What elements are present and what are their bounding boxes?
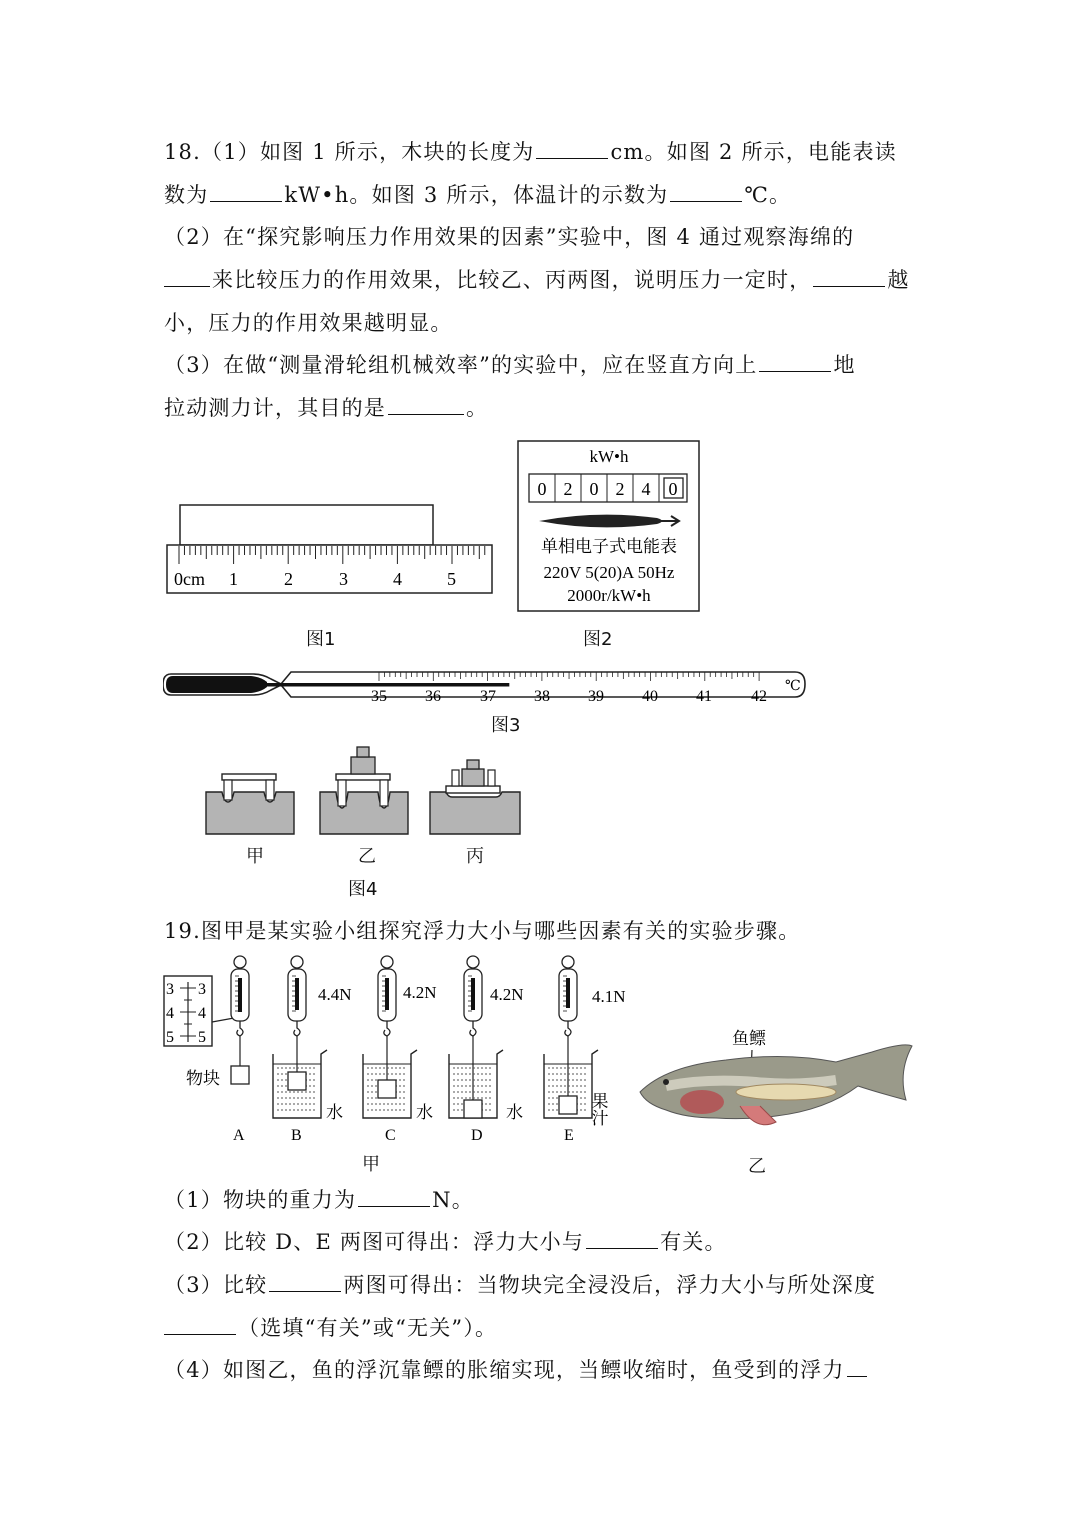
hook-icon: [470, 1021, 476, 1036]
swim-bladder: [736, 1084, 836, 1100]
fish-eye: [663, 1079, 669, 1085]
sponge-bing: [430, 760, 520, 834]
reading-c: 4.2N: [403, 983, 437, 1002]
ruler-label-5: 5: [447, 569, 456, 589]
scale-pointer: [295, 978, 299, 1010]
ruler-label-2: 2: [284, 569, 293, 589]
figure-yi-fish: [636, 1022, 920, 1152]
answer-blank[interactable]: [358, 1188, 430, 1207]
weight-icon: [462, 769, 484, 786]
liquid-label-e: 果汁: [588, 1092, 608, 1126]
q18-line-7: 拉动测力计，其目的是 。: [164, 396, 489, 420]
q18-line-5: 小，压力的作用效果越明显。: [164, 311, 453, 335]
weight-icon: [351, 757, 375, 774]
scale-mark: 4: [166, 1005, 174, 1022]
reading-b: 4.4N: [318, 985, 352, 1004]
answer-blank[interactable]: [847, 1358, 867, 1377]
answer-blank[interactable]: [164, 1316, 236, 1335]
block-icon: [464, 1100, 482, 1118]
meter-spec-1: 220V 5(20)A 50Hz: [543, 563, 675, 582]
scale-ring-icon: [381, 956, 393, 968]
meter-digit: 4: [641, 479, 651, 499]
thermo-label: 41: [696, 688, 712, 705]
figure-1-caption: 图1: [306, 629, 336, 650]
thermo-label: 35: [371, 688, 387, 705]
scale-ring-icon: [234, 956, 246, 968]
answer-blank[interactable]: [388, 396, 464, 415]
sponge-jia: [206, 774, 294, 834]
ruler-body: [167, 545, 492, 593]
block-icon: [559, 1096, 577, 1114]
scale-pointer: [566, 978, 570, 1008]
figure-2-caption: 图2: [583, 629, 613, 650]
answer-blank[interactable]: [670, 183, 742, 202]
answer-blank[interactable]: [164, 268, 210, 287]
q19-part-3: （3）比较 两图可得出：当物块完全浸没后，浮力大小与所处深度: [164, 1273, 877, 1297]
thermo-label: 40: [642, 688, 658, 705]
answer-blank[interactable]: [759, 353, 831, 372]
scale-mark: 4: [198, 1005, 206, 1022]
scale-detail: [164, 976, 234, 1046]
meter-unit: kW•h: [589, 447, 629, 466]
scale-mark: 5: [166, 1029, 174, 1046]
meter-digit: 2: [615, 479, 625, 499]
thermo-label: 39: [588, 688, 604, 705]
liquid-label-b: 水: [326, 1103, 343, 1122]
fish-organs: [680, 1090, 724, 1114]
figure-jia-buoyancy: [160, 952, 640, 1142]
scale-mark: 5: [198, 1029, 206, 1046]
ruler-label-3: 3: [339, 569, 348, 589]
thermo-label: 36: [425, 688, 441, 705]
scale-ring-icon: [467, 956, 479, 968]
step-d: D: [471, 1127, 483, 1142]
answer-blank[interactable]: [586, 1230, 658, 1249]
figure-3-caption: 图3: [491, 715, 521, 736]
q19-part-4: （4）如图乙，鱼的浮沉靠鳔的胀缩实现，当鳔收缩时，鱼受到的浮力: [164, 1356, 869, 1384]
reading-d: 4.2N: [490, 985, 524, 1004]
answer-blank[interactable]: [536, 140, 608, 159]
q18-line-2: 数为 kW•h。如图 3 所示，体温计的示数为 ℃。: [164, 183, 792, 207]
meter-name: 单相电子式电能表: [541, 537, 677, 556]
meter-digit: 2: [563, 479, 573, 499]
thermometer-bulb: [166, 676, 267, 693]
hook-icon: [237, 1021, 243, 1036]
scale-pointer: [385, 978, 389, 1010]
ruler-label-0: 0cm: [174, 569, 205, 589]
answer-blank[interactable]: [210, 183, 282, 202]
meter-display: [529, 474, 687, 502]
answer-blank[interactable]: [813, 268, 885, 287]
block-icon: [378, 1080, 396, 1098]
figure-2-meter: [517, 440, 701, 614]
answer-blank[interactable]: [269, 1273, 341, 1292]
block-icon: [288, 1072, 306, 1090]
thermo-label: 38: [534, 688, 550, 705]
scale-mark: 3: [198, 981, 206, 998]
q18-line-4: 来比较压力的作用效果，比较乙、丙两图，说明压力一定时， 越: [164, 266, 910, 294]
spring-scales: [231, 956, 598, 1118]
scale-mark: 3: [166, 981, 174, 998]
scale-ring-icon: [291, 956, 303, 968]
scale-ring-icon: [562, 956, 574, 968]
thermo-label: 37: [480, 688, 496, 705]
ruler-label-4: 4: [393, 569, 402, 589]
mercury-column: [267, 683, 509, 687]
q19-part-1: （1）物块的重力为 N。: [164, 1188, 474, 1212]
figure-yi-caption: 乙: [748, 1156, 766, 1177]
hook-icon: [565, 1021, 571, 1036]
block-label: 物块: [186, 1069, 220, 1088]
reading-e: 4.1N: [592, 987, 626, 1006]
figure-1-ruler: [160, 500, 500, 600]
figure-4-caption: 图4: [348, 879, 378, 900]
step-c: C: [385, 1127, 396, 1142]
fish-bladder-label: 鱼鳔: [732, 1029, 766, 1048]
wooden-block: [180, 505, 433, 545]
q18-line-3: （2）在“探究影响压力作用效果的因素”实验中，图 4 通过观察海绵的: [164, 225, 855, 249]
sponge-yi: [320, 747, 408, 834]
thermo-unit: ℃: [785, 679, 801, 694]
meter-digit: 0: [589, 479, 599, 499]
scale-pointer: [238, 978, 242, 1012]
figure-4-sponges: [200, 742, 530, 840]
meter-digit: 0: [537, 479, 547, 499]
figure-3-thermometer: [163, 660, 808, 710]
scale-pointer: [471, 978, 475, 1010]
q18-line-1: 18.（1）如图 1 所示，木块的长度为 cm。如图 2 所示，电能表读: [164, 140, 897, 164]
thermo-label: 42: [751, 688, 767, 705]
figure-4-label-yi: 乙: [358, 846, 376, 867]
hook-icon: [384, 1021, 390, 1036]
ruler-label-1: 1: [229, 569, 238, 589]
figure-jia-caption: 甲: [362, 1154, 380, 1175]
q19-part-3-cont: （选填“有关”或“无关”）。: [164, 1314, 497, 1342]
step-a: A: [233, 1127, 245, 1142]
q19-intro: 19.图甲是某实验小组探究浮力大小与哪些因素有关的实验步骤。: [164, 919, 801, 943]
step-b: B: [291, 1127, 302, 1142]
block-icon: [231, 1066, 249, 1084]
meter-spec-2: 2000r/kW•h: [567, 586, 651, 605]
meter-digit: 0: [668, 479, 678, 499]
q19-part-2: （2）比较 D、E 两图可得出：浮力大小与 有关。: [164, 1230, 727, 1254]
figure-4-label-jia: 甲: [246, 846, 264, 867]
q18-line-6: （3）在做“测量滑轮组机械效率”的实验中，应在竖直方向上 地: [164, 353, 856, 377]
figure-4-label-bing: 丙: [466, 846, 484, 867]
liquid-label-c: 水: [416, 1103, 433, 1122]
step-e: E: [564, 1127, 574, 1142]
liquid-label-d: 水: [506, 1103, 523, 1122]
hook-icon: [294, 1021, 300, 1036]
